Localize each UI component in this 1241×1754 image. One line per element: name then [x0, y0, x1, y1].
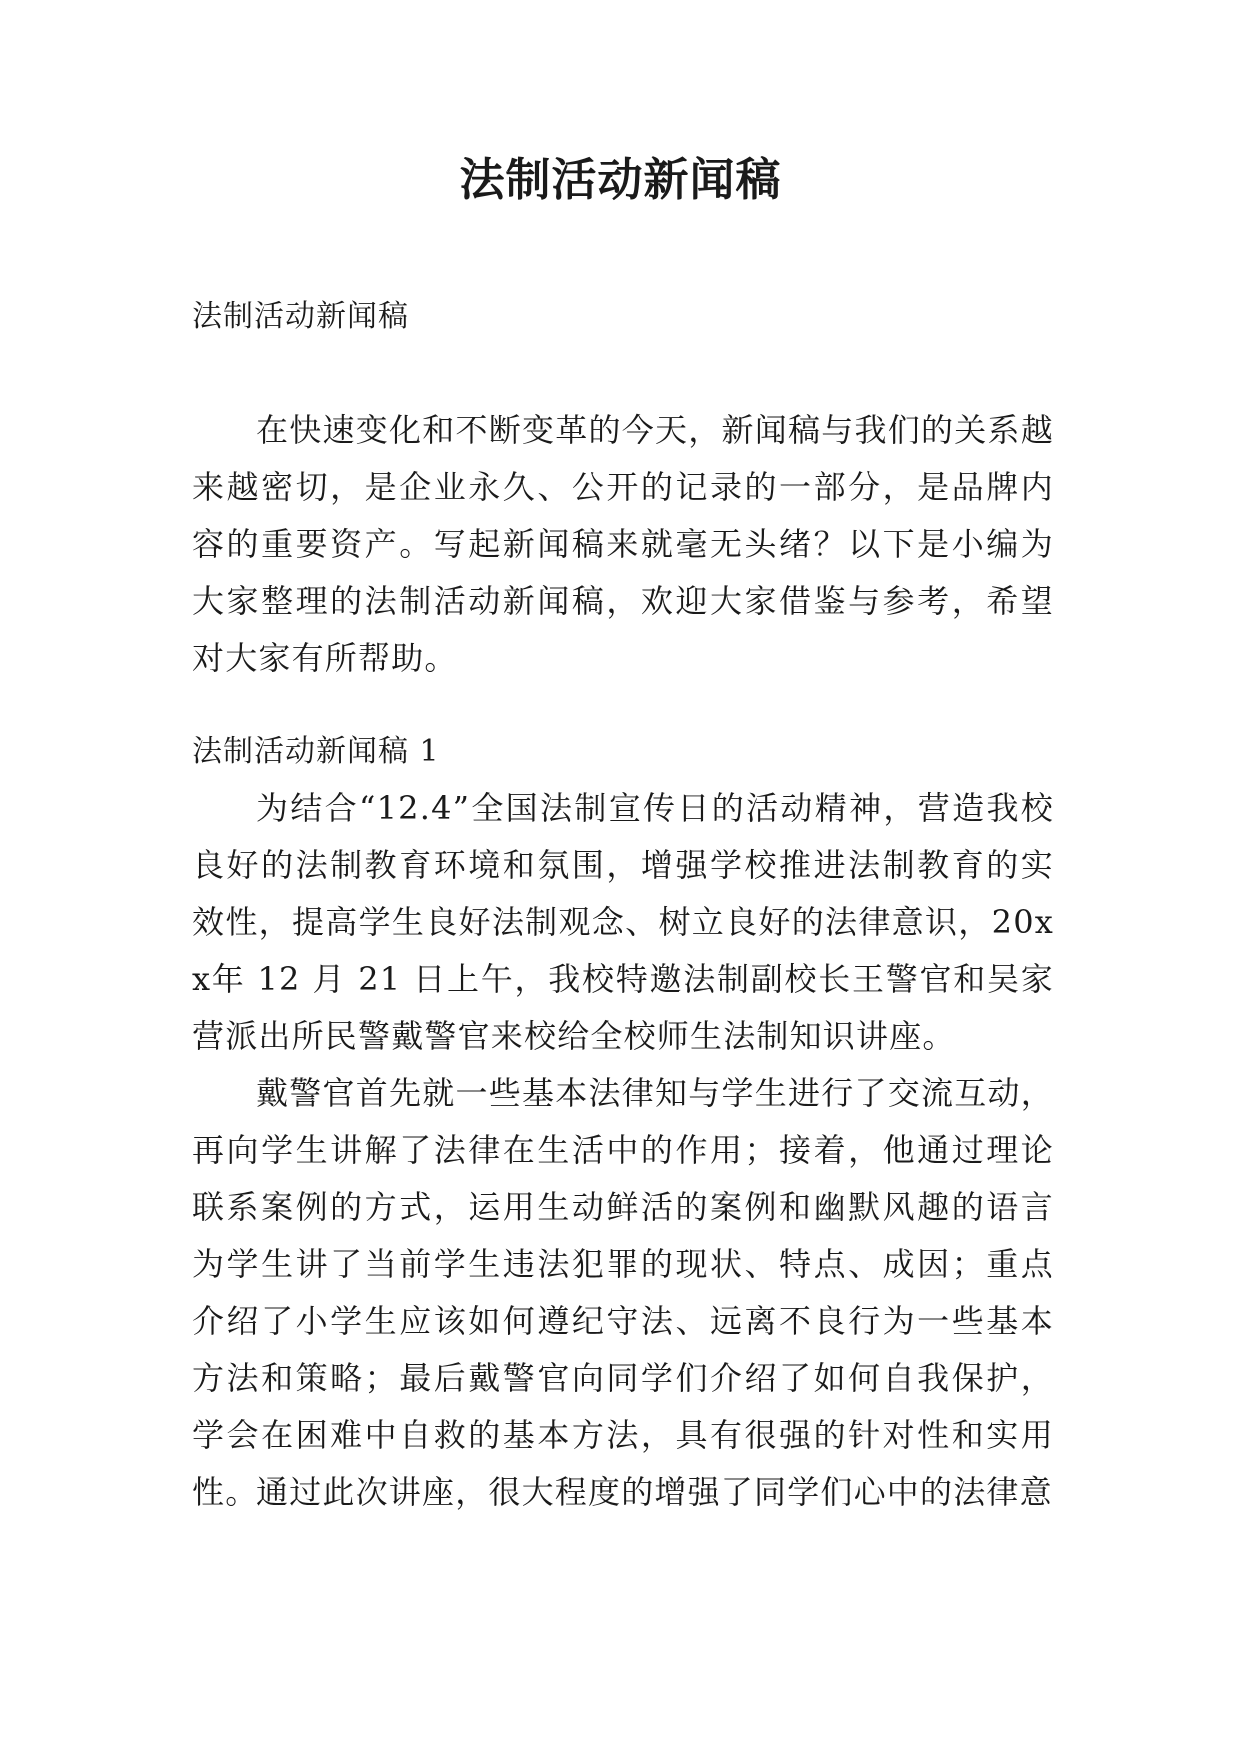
intro-paragraph: 在快速变化和不断变革的今天，新闻稿与我们的关系越来越密切，是企业永久、公开的记录的一部分，是品牌内容的重要资产。写起新闻稿来就毫无头绪？以下是小编为大家整理的法制活动新闻稿，欢迎大家借鉴与参考，希望对大家有所帮助。 — [192, 411, 1054, 677]
section1-paragraph-2: 戴警官首先就一些基本法律知与学生进行了交流互动，再向学生讲解了法律在生活中的作用；接着，他通过理论联系案例的方式，运用生动鲜活的案例和幽默风趣的语言为学生讲了当前学生违法犯罪的现状、特点、成因；重点介绍了小学生应该如何遵纪守法、远离不良行为一些基本方法和策略；最后戴警官向同学们介绍了如何自我保护，学会在困难中自救的基本方法，具有很强的针对性和实用性。 — [192, 1074, 1054, 1511]
section1-paragraph-3: 通过此次讲座，很大程度的增强了同学们心中的法律意 — [256, 1473, 1053, 1511]
document-subtitle: 法制活动新闻稿 — [192, 299, 409, 334]
section1-paragraph-1: 为结合“12.4”全国法制宣传日的活动精神，营造我校良好的法制教育环境和氛围，增强学校推进法制教育的实效性，提高学生良好法制观念、树立良好的法律意识，20xx年 12 月 21 日上午，我校特邀法制副校长王警官和吴家营派出所民警戴警官来校给全校师生法制知识讲座。 — [192, 789, 1054, 1055]
section-heading-1: 法制活动新闻稿 1 — [192, 734, 440, 769]
document-title: 法制活动新闻稿 — [459, 153, 782, 206]
